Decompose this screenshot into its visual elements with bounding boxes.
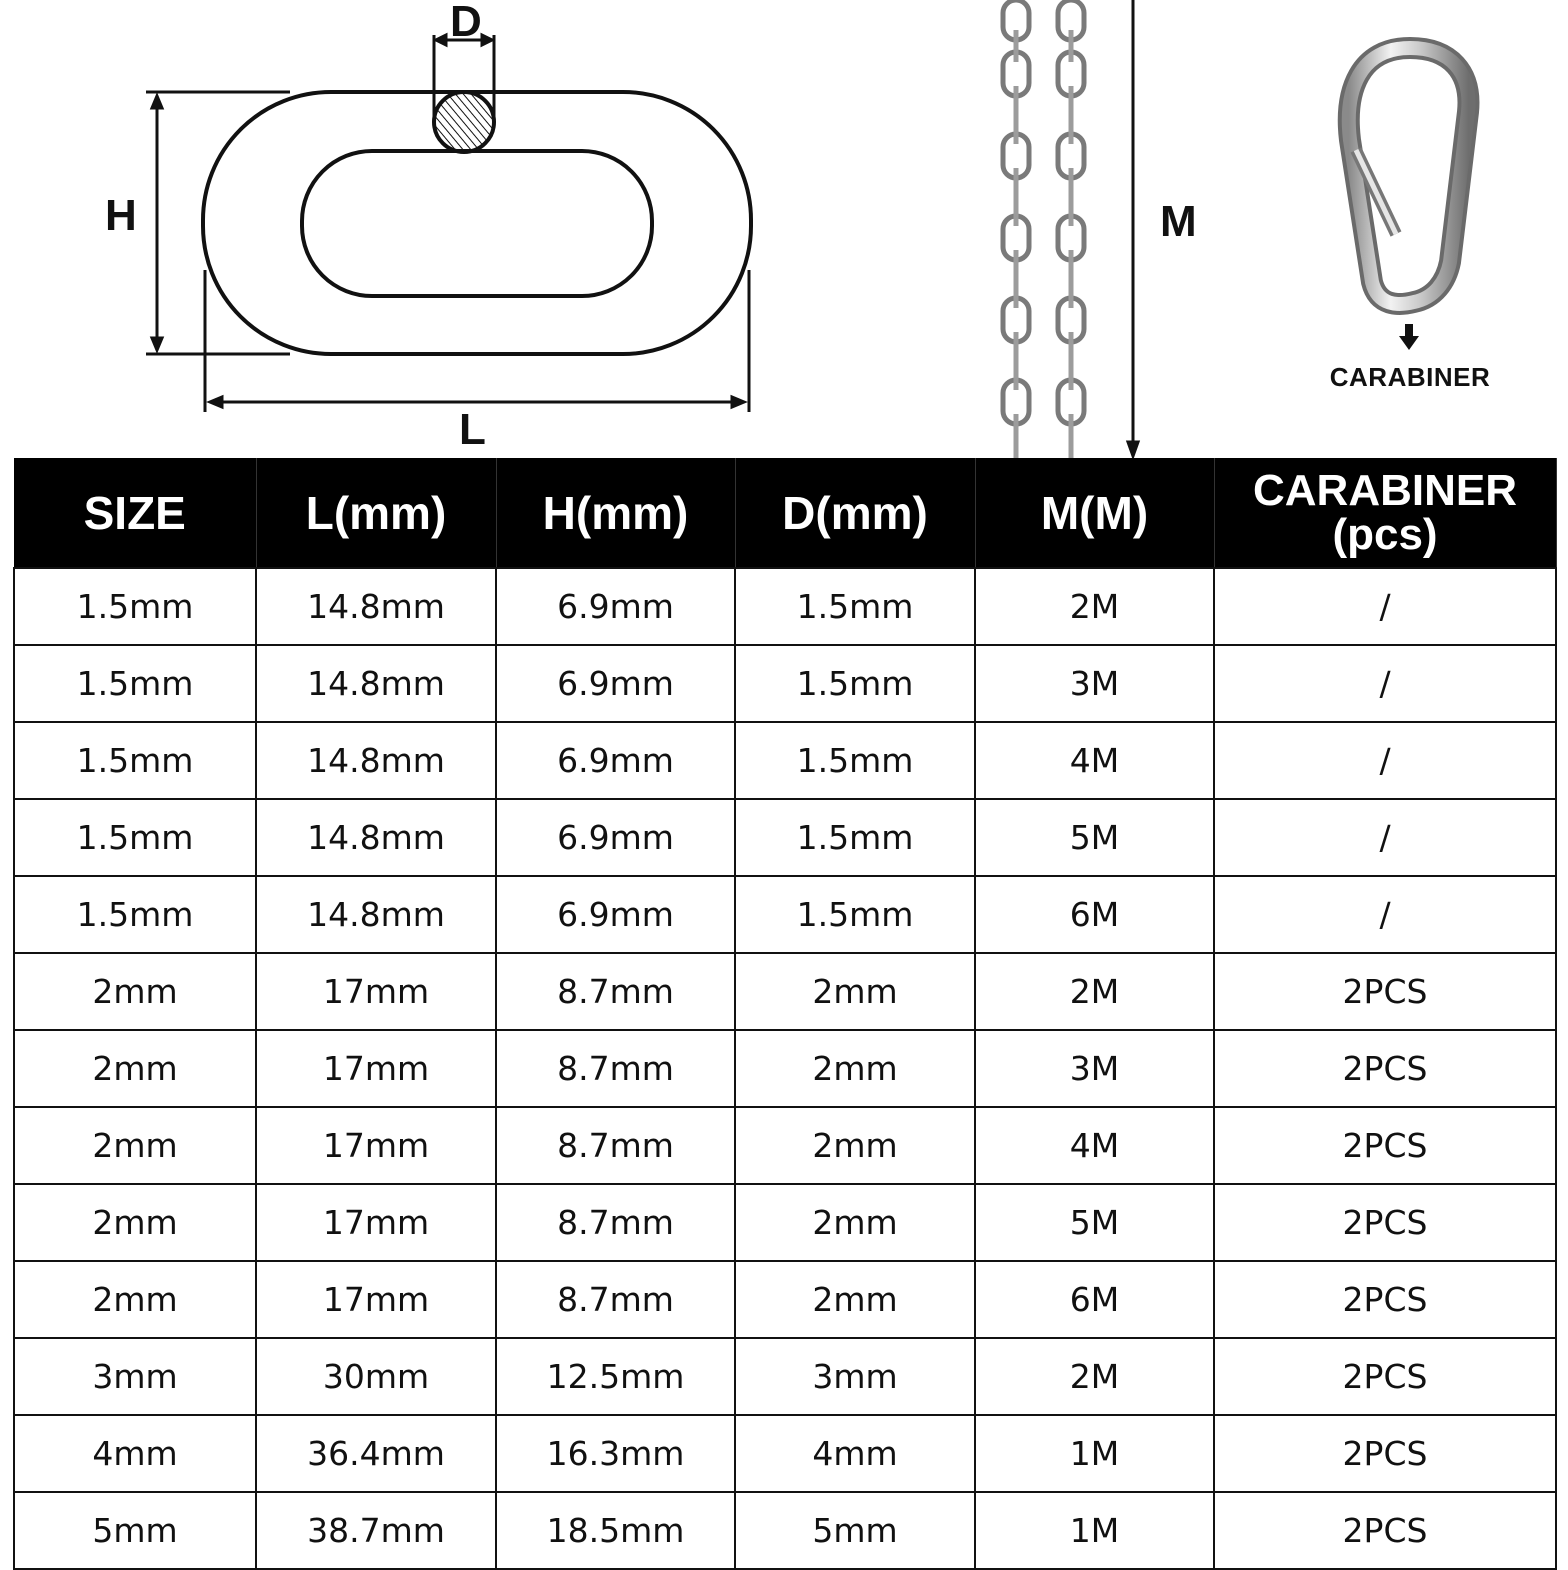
dimension-diagram xyxy=(0,0,1568,458)
table-cell: 2mm xyxy=(14,1261,256,1338)
table-cell: 1.5mm xyxy=(735,876,975,953)
table-row xyxy=(14,1107,1556,1184)
table-row xyxy=(14,799,1556,876)
table-cell: 3M xyxy=(975,1030,1214,1107)
table-cell: 3M xyxy=(975,645,1214,722)
table-row xyxy=(14,568,1556,645)
table-cell: 17mm xyxy=(256,1107,496,1184)
column-header-carabiner: CARABINER (pcs) xyxy=(1214,458,1556,568)
table-cell: 18.5mm xyxy=(496,1492,735,1569)
table-cell: 3mm xyxy=(735,1338,975,1415)
carabiner-icon xyxy=(1349,48,1469,304)
table-cell: 2mm xyxy=(14,1107,256,1184)
table-cell: 2PCS xyxy=(1214,1261,1556,1338)
table-cell: 2PCS xyxy=(1214,1338,1556,1415)
table-cell: 5mm xyxy=(735,1492,975,1569)
wire-cross-section xyxy=(434,92,494,152)
table-cell: 14.8mm xyxy=(256,799,496,876)
table-cell: 2PCS xyxy=(1214,1030,1556,1107)
table-cell: 8.7mm xyxy=(496,1107,735,1184)
table-cell: 36.4mm xyxy=(256,1415,496,1492)
table-cell: 5M xyxy=(975,1184,1214,1261)
table-cell: 17mm xyxy=(256,953,496,1030)
table-cell: 6.9mm xyxy=(496,568,735,645)
table-cell: 3mm xyxy=(14,1338,256,1415)
table-cell: 12.5mm xyxy=(496,1338,735,1415)
table-cell: 1.5mm xyxy=(735,568,975,645)
table-cell: 2mm xyxy=(14,953,256,1030)
table-cell: 5M xyxy=(975,799,1214,876)
table-row xyxy=(14,1261,1556,1338)
column-header-d: D(mm) xyxy=(735,458,975,568)
m-dimension-line xyxy=(1128,0,1138,456)
table-cell: 14.8mm xyxy=(256,645,496,722)
table-cell: 2mm xyxy=(14,1030,256,1107)
table-cell: / xyxy=(1214,645,1556,722)
table-row xyxy=(14,1338,1556,1415)
table-cell: 4mm xyxy=(735,1415,975,1492)
table-cell: 6.9mm xyxy=(496,799,735,876)
table-cell: 2mm xyxy=(735,1107,975,1184)
table-cell: 4M xyxy=(975,1107,1214,1184)
table-row xyxy=(14,1030,1556,1107)
chain-strand-left xyxy=(1003,0,1029,458)
table-cell: 1.5mm xyxy=(14,645,256,722)
table-cell: 38.7mm xyxy=(256,1492,496,1569)
table-cell: 2PCS xyxy=(1214,1492,1556,1569)
table-cell: 1.5mm xyxy=(735,722,975,799)
table-row xyxy=(14,645,1556,722)
table-cell: 17mm xyxy=(256,1261,496,1338)
table-cell: 16.3mm xyxy=(496,1415,735,1492)
table-cell: 1.5mm xyxy=(735,645,975,722)
table-cell: 4M xyxy=(975,722,1214,799)
column-header-h: H(mm) xyxy=(496,458,735,568)
h-dimension-lines xyxy=(146,92,290,354)
table-cell: / xyxy=(1214,568,1556,645)
table-cell: 2mm xyxy=(14,1184,256,1261)
dimension-label-h: H xyxy=(105,191,137,240)
table-cell: 1M xyxy=(975,1492,1214,1569)
table-cell: 6.9mm xyxy=(496,645,735,722)
table-cell: 2M xyxy=(975,1338,1214,1415)
table-row xyxy=(14,953,1556,1030)
table-cell: 6.9mm xyxy=(496,722,735,799)
table-cell: 2mm xyxy=(735,1184,975,1261)
table-cell: 1.5mm xyxy=(14,722,256,799)
carabiner-label: CARABINER xyxy=(1329,362,1491,392)
dimension-label-l: L xyxy=(459,405,486,454)
table-header-row xyxy=(14,458,1556,568)
dimension-label-m: M xyxy=(1160,197,1197,246)
table-cell: 14.8mm xyxy=(256,568,496,645)
table-cell: 6M xyxy=(975,876,1214,953)
table-cell: 2PCS xyxy=(1214,953,1556,1030)
table-cell: 17mm xyxy=(256,1030,496,1107)
table-cell: 1M xyxy=(975,1415,1214,1492)
table-cell: 2mm xyxy=(735,1261,975,1338)
table-row xyxy=(14,722,1556,799)
table-cell: 14.8mm xyxy=(256,722,496,799)
table-cell: 8.7mm xyxy=(496,953,735,1030)
table-cell: 14.8mm xyxy=(256,876,496,953)
table-cell: 6M xyxy=(975,1261,1214,1338)
table-cell: 2M xyxy=(975,568,1214,645)
table-cell: 1.5mm xyxy=(14,876,256,953)
table-cell: 30mm xyxy=(256,1338,496,1415)
table-cell: 2PCS xyxy=(1214,1415,1556,1492)
dimension-label-d: D xyxy=(450,0,482,46)
table-cell: / xyxy=(1214,799,1556,876)
table-cell: 8.7mm xyxy=(496,1030,735,1107)
chain-strand-right xyxy=(1058,0,1084,458)
table-cell: 8.7mm xyxy=(496,1261,735,1338)
column-header-size: SIZE xyxy=(14,458,256,568)
table-row xyxy=(14,1184,1556,1261)
table-row xyxy=(14,876,1556,953)
column-header-l: L(mm) xyxy=(256,458,496,568)
table-cell: / xyxy=(1214,876,1556,953)
table-cell: 2PCS xyxy=(1214,1184,1556,1261)
table-cell: 4mm xyxy=(14,1415,256,1492)
table-cell: 8.7mm xyxy=(496,1184,735,1261)
table-cell: / xyxy=(1214,722,1556,799)
table-row xyxy=(14,1492,1556,1569)
table-cell: 17mm xyxy=(256,1184,496,1261)
arrow-down-icon xyxy=(1399,324,1419,350)
table-cell: 2M xyxy=(975,953,1214,1030)
table-cell: 2PCS xyxy=(1214,1107,1556,1184)
table-cell: 1.5mm xyxy=(14,568,256,645)
l-dimension-lines xyxy=(205,270,749,412)
table-row xyxy=(14,1415,1556,1492)
size-spec-table xyxy=(13,458,1557,1570)
table-cell: 2mm xyxy=(735,1030,975,1107)
table-cell: 1.5mm xyxy=(14,799,256,876)
table-cell: 2mm xyxy=(735,953,975,1030)
column-header-m: M(M) xyxy=(975,458,1214,568)
table-cell: 1.5mm xyxy=(735,799,975,876)
table-cell: 6.9mm xyxy=(496,876,735,953)
table-cell: 5mm xyxy=(14,1492,256,1569)
